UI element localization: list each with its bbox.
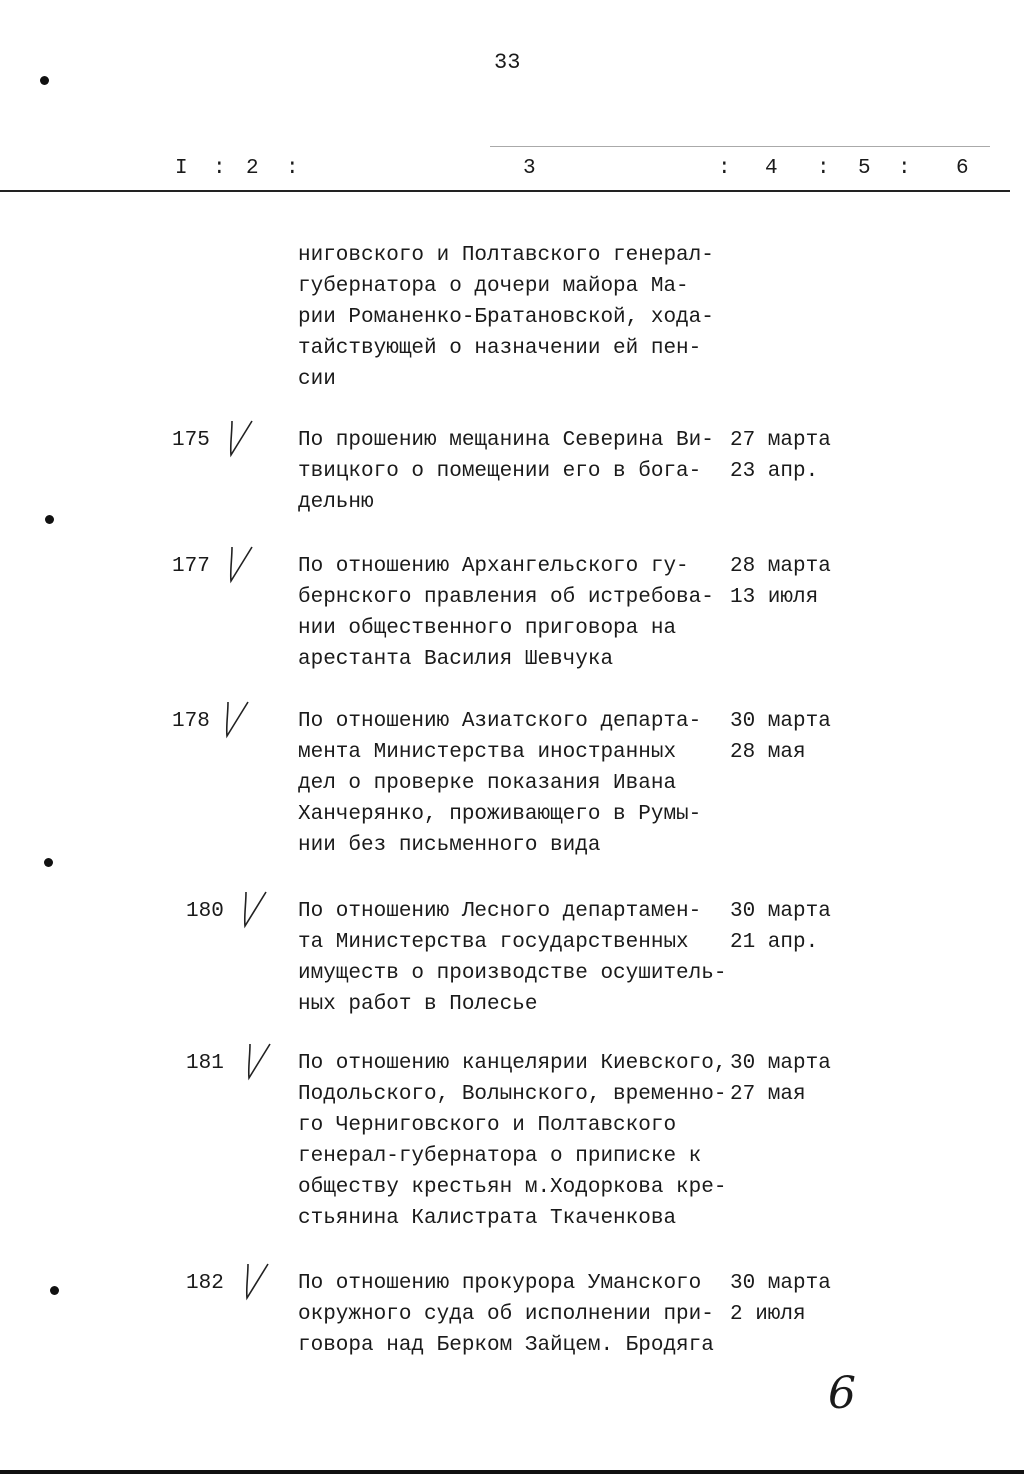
- binder-hole: [50, 1286, 59, 1295]
- entry-dates: [730, 425, 831, 487]
- text-line: По отношению канцелярии Киевского,: [298, 1052, 727, 1075]
- bottom-edge: [0, 1470, 1024, 1474]
- check-mark-icon: [242, 1258, 272, 1302]
- text-line: дельню: [298, 491, 374, 514]
- text-line: нии общественного приговора на: [298, 617, 677, 640]
- start-date: 27 марта: [730, 429, 831, 452]
- column-number: 2: [246, 157, 259, 180]
- column-separator: :: [286, 157, 299, 180]
- page-number: 33: [494, 50, 521, 75]
- text-line: твицкого о помещении его в бога-: [298, 460, 702, 483]
- text-line: дел о проверке показания Ивана: [298, 772, 677, 795]
- column-number: 4: [765, 157, 778, 180]
- start-date: 30 марта: [730, 1272, 831, 1295]
- text-line: го Черниговского и Полтавского: [298, 1114, 677, 1137]
- column-number: 6: [956, 157, 969, 180]
- entry-dates: [730, 706, 831, 768]
- handwritten-sheet-number: 6: [828, 1368, 856, 1419]
- text-line: По отношению Азиатского департа-: [298, 710, 702, 733]
- text-line: Подольского, Волынского, временно-: [298, 1083, 727, 1106]
- start-date: 30 марта: [730, 710, 831, 733]
- text-line: По отношению Архангельского гу-: [298, 555, 689, 578]
- end-date: 27 мая: [730, 1083, 806, 1106]
- start-date: 30 марта: [730, 900, 831, 923]
- text-line: нии без письменного вида: [298, 834, 601, 857]
- entry-dates: [730, 551, 831, 613]
- binder-hole: [44, 858, 53, 867]
- header-rule: [0, 190, 1010, 192]
- column-separator: :: [817, 157, 830, 180]
- column-number: 5: [858, 157, 871, 180]
- start-date: 28 марта: [730, 555, 831, 578]
- header-top-rule: [490, 146, 990, 147]
- text-line: ных работ в Полесье: [298, 993, 538, 1016]
- text-line: стьянина Калистрата Ткаченкова: [298, 1207, 677, 1230]
- text-line: генерал-губернатора о приписке к: [298, 1145, 702, 1168]
- text-line: По прошению мещанина Северина Ви-: [298, 429, 714, 452]
- text-line: тайствующей о назначении ей пен-: [298, 337, 702, 360]
- text-line: По отношению Лесного департамен-: [298, 900, 702, 923]
- text-line: Ханчерянко, проживающего в Румы-: [298, 803, 702, 826]
- entry-text: [298, 896, 726, 1020]
- end-date: 23 апр.: [730, 460, 819, 483]
- end-date: 13 июля: [730, 586, 819, 609]
- column-separator: :: [213, 157, 226, 180]
- entry-number: 175: [172, 429, 210, 452]
- text-line: губернатора о дочери майора Ма-: [298, 275, 689, 298]
- entry-dates: [730, 1048, 831, 1110]
- text-line: По отношению прокурора Уманского: [298, 1272, 702, 1295]
- entry-dates: [730, 1268, 831, 1330]
- check-mark-icon: [244, 1038, 274, 1082]
- entry-text: [298, 551, 714, 675]
- column-number: I: [175, 157, 188, 180]
- entry-number: 182: [186, 1272, 224, 1295]
- column-separator: :: [898, 157, 911, 180]
- check-mark-icon: [240, 886, 270, 930]
- text-line: та Министерства государственных: [298, 931, 689, 954]
- entry-number: 178: [172, 710, 210, 733]
- text-line: имуществ о производстве осушитель-: [298, 962, 727, 985]
- text-line: арестанта Василия Шевчука: [298, 648, 614, 671]
- entry-text: [298, 425, 714, 518]
- column-number: 3: [523, 157, 536, 180]
- end-date: 28 мая: [730, 741, 806, 764]
- text-line: обществу крестьян м.Ходоркова кре-: [298, 1176, 727, 1199]
- text-line: говора над Берком Зайцем. Бродяга: [298, 1334, 714, 1357]
- check-mark-icon: [226, 541, 256, 585]
- entry-number: 177: [172, 555, 210, 578]
- text-line: сии: [298, 368, 336, 391]
- binder-hole: [40, 76, 49, 85]
- entry-text: [298, 1268, 714, 1361]
- text-line: бернского правления об истребова-: [298, 586, 714, 609]
- binder-hole: [45, 515, 54, 524]
- entry-number: 180: [186, 900, 224, 923]
- text-line: рии Романенко-Братановской, хода-: [298, 306, 714, 329]
- entry-text: [298, 1048, 726, 1234]
- entry-text: [298, 706, 701, 861]
- entry-number: 181: [186, 1052, 224, 1075]
- text-line: ниговского и Полтавского генерал-: [298, 244, 714, 267]
- end-date: 21 апр.: [730, 931, 819, 954]
- check-mark-icon: [222, 696, 252, 740]
- start-date: 30 марта: [730, 1052, 831, 1075]
- continuation-text: [298, 240, 714, 395]
- check-mark-icon: [226, 415, 256, 459]
- end-date: 2 июля: [730, 1303, 806, 1326]
- text-line: мента Министерства иностранных: [298, 741, 677, 764]
- text-line: окружного суда об исполнении при-: [298, 1303, 714, 1326]
- column-separator: :: [718, 157, 731, 180]
- entry-dates: [730, 896, 831, 958]
